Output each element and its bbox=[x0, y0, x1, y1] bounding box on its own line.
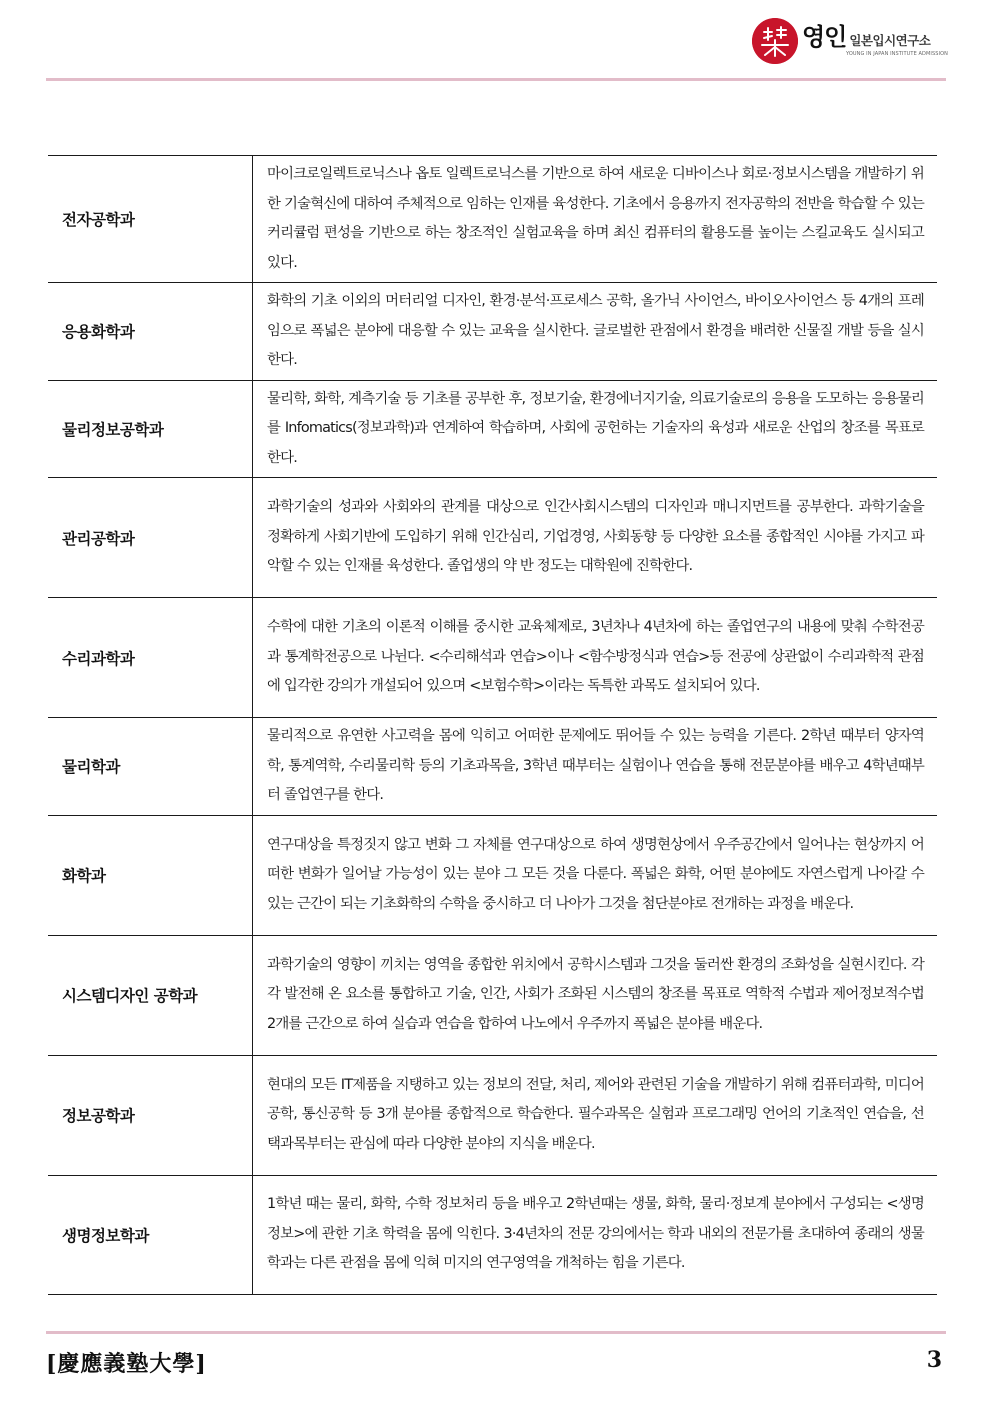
logo-mark-icon bbox=[752, 18, 798, 64]
major-name: 정보공학과 bbox=[48, 1055, 253, 1175]
logo bbox=[752, 18, 948, 64]
table-row bbox=[48, 935, 937, 1055]
major-description: 물리학, 화학, 계측기술 등 기초를 공부한 후, 정보기술, 환경에너지기술, 의료기술로의 응용을 도모하는 응용물리를 Infomatics(정보과학)과 연계하여 학습하며, 사회에 공헌하는 기술자의 육성과 새로운 산업의 창조를 목표로 한다. bbox=[253, 380, 938, 478]
footer-divider bbox=[46, 1331, 946, 1334]
major-description: 마이크로일렉트로닉스나 옵토 일렉트로닉스를 기반으로 하여 새로운 디바이스나 회로·정보시스템을 개발하기 위한 기술혁신에 대하여 주체적으로 임하는 인재를 육성한다. 기초에서 응용까지 전자공학의 전반을 학습할 수 있는 커리큘럼 편성을 기반으로 하는 창조적인 실험교육을 하며 최신 컴퓨터의 활용도를 높이는 스킬교육도 실시되고 있다. bbox=[253, 156, 938, 283]
major-name: 수리과학과 bbox=[48, 598, 253, 718]
table-row bbox=[48, 1055, 937, 1175]
header-divider bbox=[46, 78, 946, 81]
major-description: 현대의 모든 IT제품을 지탱하고 있는 정보의 전달, 처리, 제어와 관련된 기술을 개발하기 위해 컴퓨터과학, 미디어공학, 통신공학 등 3개 분야를 종합적으로 학습한다. 필수과목은 실험과 프로그래밍 언어의 기초적인 연습을, 선택과목부터는 관심에 따라 다양한 분야의 지식을 배운다. bbox=[253, 1055, 938, 1175]
major-name: 물리학과 bbox=[48, 718, 253, 816]
table-row bbox=[48, 380, 937, 478]
table-row bbox=[48, 718, 937, 816]
major-description: 과학기술의 영향이 끼치는 영역을 종합한 위치에서 공학시스템과 그것을 둘러싼 환경의 조화성을 실현시킨다. 각각 발전해 온 요소를 통합하고 기술, 인간, 사회가 조화된 시스템의 창조를 목표로 역학적 수법과 제어정보적수법 2개를 근간으로 하여 실습과 연습을 합하여 나노에서 우주까지 폭넓은 분야를 배운다. bbox=[253, 935, 938, 1055]
logo-main-text: 영인 bbox=[801, 23, 847, 51]
major-description: 물리적으로 유연한 사고력을 몸에 익히고 어떠한 문제에도 뛰어들 수 있는 능력을 기른다. 2학년 때부터 양자역학, 통계역학, 수리물리학 등의 기초과목을, 3학년 때부터는 실험이나 연습을 통해 전문분야를 배우고 4학년때부터 졸업연구를 한다. bbox=[253, 718, 938, 816]
page-number: 3 bbox=[926, 1347, 942, 1373]
major-name: 응용화학과 bbox=[48, 283, 253, 381]
table-row bbox=[48, 156, 937, 283]
major-name: 화학과 bbox=[48, 815, 253, 935]
major-name: 전자공학과 bbox=[48, 156, 253, 283]
table-row bbox=[48, 815, 937, 935]
table-row bbox=[48, 598, 937, 718]
table-row bbox=[48, 1175, 937, 1294]
major-description: 과학기술의 성과와 사회와의 관계를 대상으로 인간사회시스템의 디자인과 매니지먼트를 공부한다. 과학기술을 정확하게 사회기반에 도입하기 위해 인간심리, 기업경영, 사회동향 등 다양한 요소를 종합적인 시야를 가지고 파악할 수 있는 인재를 육성한다. 졸업생의 약 반 정도는 대학원에 진학한다. bbox=[253, 478, 938, 598]
logo-english-text: YOUNG IN JAPAN INSTITUTE ADMISSION bbox=[845, 51, 948, 57]
major-name: 물리정보공학과 bbox=[48, 380, 253, 478]
major-description: 화학의 기초 이외의 머터리얼 디자인, 환경·분석·프로세스 공학, 올가닉 사이언스, 바이오사이언스 등 4개의 프레임으로 폭넓은 분야에 대응할 수 있는 교육을 실시한다. 글로벌한 관점에서 환경을 배려한 신물질 개발 등을 실시한다. bbox=[253, 283, 938, 381]
logo-sub-text: 일본입시연구소 bbox=[849, 33, 931, 48]
major-name: 시스템디자인 공학과 bbox=[48, 935, 253, 1055]
major-description: 수학에 대한 기초의 이론적 이해를 중시한 교육체제로, 3년차나 4년차에 하는 졸업연구의 내용에 맞춰 수학전공과 통계학전공으로 나뉜다. <수리해석과 연습>이나 <함수방정식과 연습>등 전공에 상관없이 수리과학적 관점에 입각한 강의가 개설되어 있으며 <보험수학>이라는 독특한 과목도 설치되어 있다. bbox=[253, 598, 938, 718]
major-name: 생명정보학과 bbox=[48, 1175, 253, 1294]
major-name: 관리공학과 bbox=[48, 478, 253, 598]
footer-university: [慶應義塾大學] bbox=[46, 1351, 207, 1377]
majors-table bbox=[48, 155, 937, 1295]
major-description: 연구대상을 특정짓지 않고 변화 그 자체를 연구대상으로 하여 생명현상에서 우주공간에서 일어나는 현상까지 어떠한 변화가 일어날 가능성이 있는 분야 그 모든 것을 다룬다. 폭넓은 화학, 어떤 분야에도 자연스럽게 나아갈 수 있는 근간이 되는 기초화학의 수학을 중시하고 더 나아가 그것을 첨단분야로 전개하는 과정을 배운다. bbox=[253, 815, 938, 935]
table-row bbox=[48, 478, 937, 598]
table-row bbox=[48, 283, 937, 381]
major-description: 1학년 때는 물리, 화학, 수학 정보처리 등을 배우고 2학년때는 생물, 화학, 물리·정보계 분야에서 구성되는 <생명정보>에 관한 기초 학력을 몸에 익힌다. 3·4년차의 전문 강의에서는 학과 내외의 전문가를 초대하여 종래의 생물학과는 다른 관점을 몸에 익혀 미지의 연구영역을 개척하는 힘을 기른다. bbox=[253, 1175, 938, 1294]
